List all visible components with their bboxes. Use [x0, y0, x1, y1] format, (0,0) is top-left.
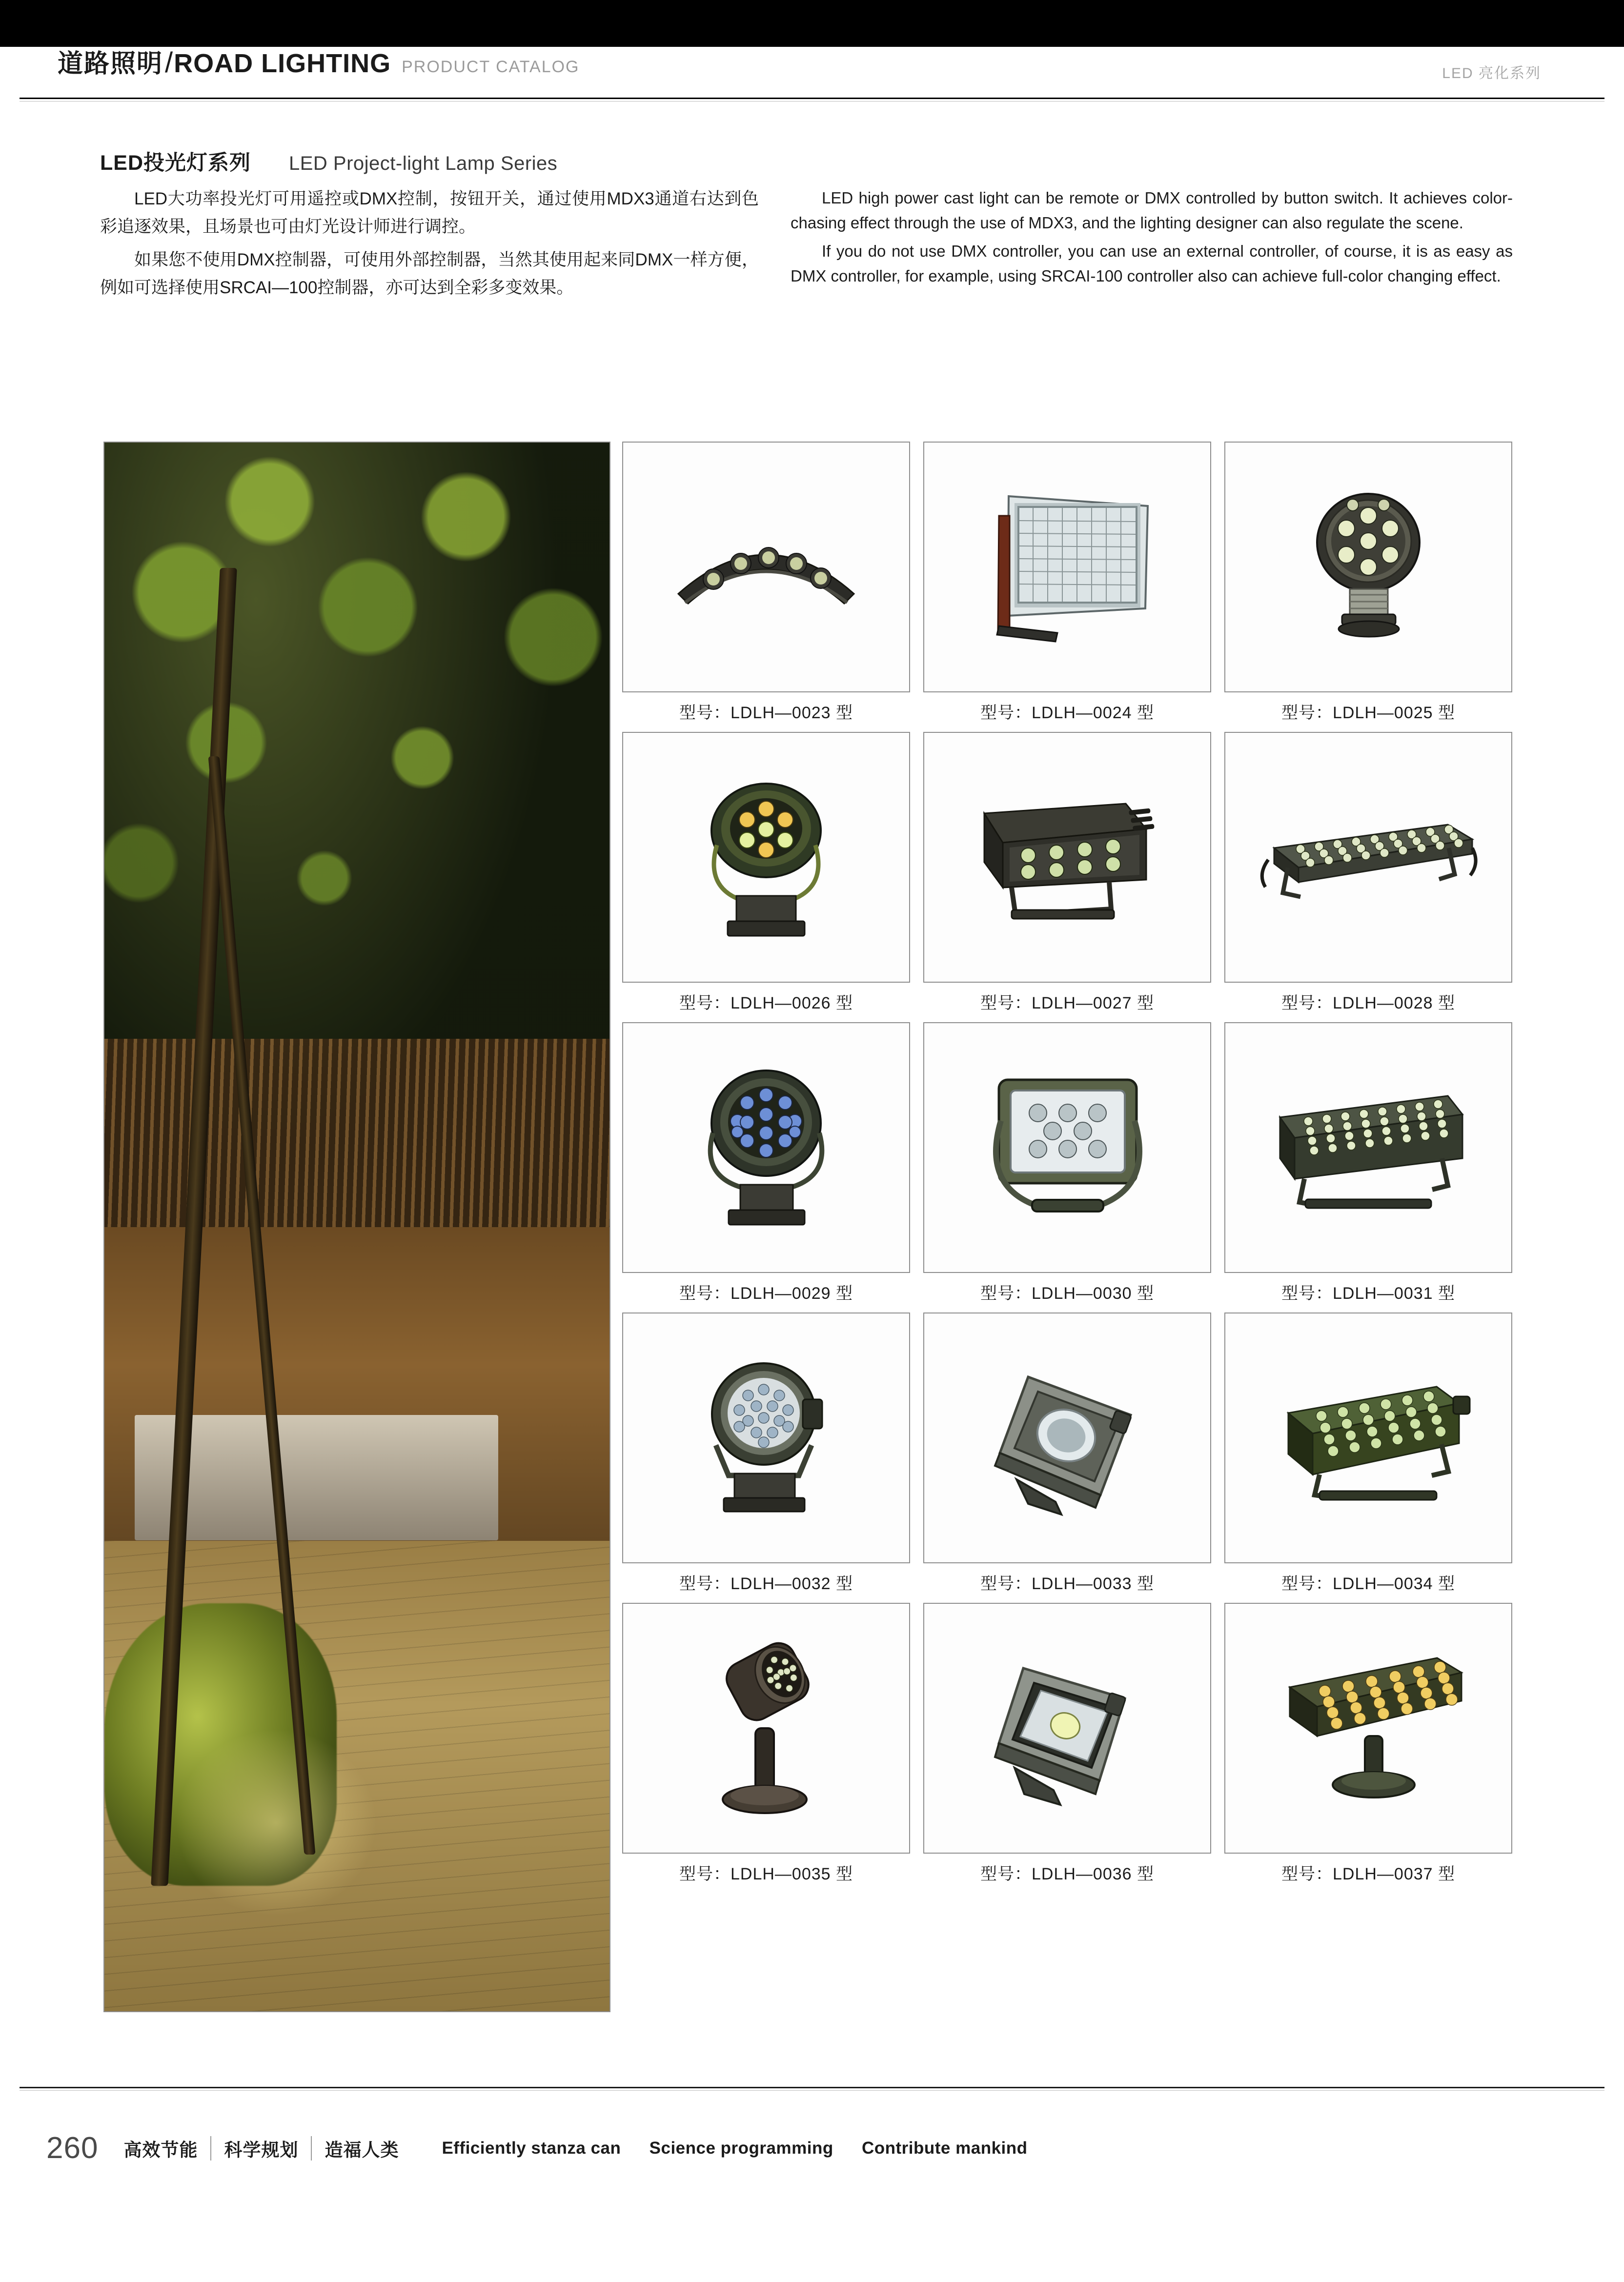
product-row: [622, 442, 1513, 723]
lamp-icon: [1254, 801, 1483, 913]
section-title-en: LED Project-light Lamp Series: [289, 153, 558, 174]
lamp-artwork-round-blue: [686, 1060, 847, 1235]
product-cell[interactable]: [622, 1313, 910, 1594]
section-title-cn: LED投光灯系列: [100, 151, 251, 175]
product-image-frame: [1224, 1022, 1512, 1273]
product-image-frame: [923, 1022, 1211, 1273]
intro-en-paragraph-2: If you do not use DMX controller, you can use an external controller, of course, it is as easy as DMX controller, for example, using SRCAI-100 controller also can achieve full-color changing effect.: [791, 242, 1513, 285]
page-number: 260: [46, 2131, 99, 2165]
product-label: 型号：LDLH—0028 型: [1281, 994, 1455, 1012]
lamp-artwork-round-warm: [686, 772, 847, 943]
product-image-frame: [622, 1313, 910, 1563]
hero-light-glow: [175, 1729, 377, 1917]
product-image-frame: [622, 732, 910, 983]
header-series-label: LED 亮化系列: [1442, 65, 1541, 81]
lamp-artwork-round-white: [686, 1353, 847, 1523]
product-row: [622, 1603, 1513, 1884]
lamp-artwork-square-9: [970, 1062, 1165, 1233]
footer-slogan-en: [442, 2139, 1051, 2158]
product-image-frame: [1224, 1313, 1512, 1563]
product-label: 型号：LDLH—0025 型: [1281, 704, 1455, 722]
intro-column-cn: [100, 185, 759, 308]
header-black-bar: [0, 0, 1624, 47]
content-area: [0, 442, 1624, 2035]
footer-slogan-cn-1: 高效节能: [123, 2140, 198, 2160]
product-cell[interactable]: [622, 732, 910, 1013]
lamp-artwork-green-array: [1261, 1367, 1476, 1509]
page-footer: [0, 2067, 1624, 2282]
product-label: 型号：LDLH—0034 型: [1281, 1575, 1455, 1593]
product-row: [622, 732, 1513, 1013]
product-cell[interactable]: [923, 1313, 1211, 1594]
lamp-artwork-linear-bar: [1254, 801, 1483, 913]
lamp-artwork-round-9: [1295, 486, 1441, 647]
product-cell[interactable]: [923, 442, 1211, 723]
lamp-artwork-rect-12: [965, 784, 1170, 930]
product-image-frame: [1224, 1603, 1512, 1854]
lamp-artwork-arc-bar: [669, 521, 864, 613]
header-rule-thick: [20, 98, 1604, 99]
product-cell[interactable]: [923, 732, 1211, 1013]
lamp-icon: [970, 1357, 1165, 1518]
lamp-icon: [979, 486, 1155, 647]
product-cell[interactable]: [622, 442, 910, 723]
intro-column-en: [791, 185, 1513, 292]
product-image-frame: [1224, 442, 1512, 692]
lamp-icon: [1295, 486, 1441, 647]
footer-slogan-cn-2: 科学规划: [224, 2140, 299, 2160]
hero-photo: [103, 442, 610, 2012]
header-title-group: [58, 43, 580, 80]
product-image-frame: [923, 442, 1211, 692]
footer-content: [46, 2131, 1051, 2165]
intro-en-paragraph-1: LED high power cast light can be remote or DMX controlled by button switch. It achieves color-chasing effect through the use of MDX3, and the lighting designer can also regulate the scene.: [791, 189, 1513, 232]
product-cell[interactable]: [1224, 1022, 1512, 1304]
product-cell[interactable]: [923, 1603, 1211, 1884]
footer-slogan-en-3: Contribute mankind: [861, 2138, 1028, 2158]
product-cell[interactable]: [622, 1022, 910, 1304]
footer-slogan-en-1: Efficiently stanza can: [442, 2138, 621, 2158]
product-cell[interactable]: [1224, 1313, 1512, 1594]
product-image-frame: [622, 1022, 910, 1273]
product-image-frame: [1224, 732, 1512, 983]
lamp-icon: [970, 1648, 1165, 1809]
product-label: 型号：LDLH—0032 型: [679, 1575, 853, 1593]
lamp-icon: [669, 521, 864, 613]
product-label: 型号：LDLH—0026 型: [679, 994, 853, 1012]
product-image-frame: [622, 1603, 910, 1854]
product-image-frame: [923, 1603, 1211, 1854]
lamp-artwork-big-panel: [979, 486, 1155, 647]
product-label: 型号：LDLH—0035 型: [679, 1865, 853, 1883]
lamp-icon: [1263, 1640, 1473, 1816]
lamp-icon: [970, 1062, 1165, 1233]
product-label: 型号：LDLH—0033 型: [980, 1575, 1154, 1593]
footer-rule-thick: [20, 2087, 1604, 2088]
lamp-icon: [1259, 1074, 1478, 1221]
product-cell[interactable]: [1224, 442, 1512, 723]
lamp-icon: [686, 1353, 847, 1523]
lamp-artwork-wide-array: [1259, 1074, 1478, 1221]
product-label: 型号：LDLH—0029 型: [679, 1284, 853, 1303]
footer-slogan-en-2: Science programming: [649, 2138, 833, 2158]
lamp-icon: [965, 784, 1170, 930]
product-label: 型号：LDLH—0036 型: [980, 1865, 1154, 1883]
product-cell[interactable]: [923, 1022, 1211, 1304]
product-label: 型号：LDLH—0024 型: [980, 704, 1154, 722]
product-label: 型号：LDLH—0027 型: [980, 994, 1154, 1012]
footer-slogan-cn-3: 造福人类: [325, 2140, 399, 2160]
product-label: 型号：LDLH—0023 型: [679, 704, 853, 722]
intro-cn-paragraph-1: LED大功率投光灯可用遥控或DMX控制，按钮开关，通过使用MDX3通道右达到色彩追逐效果，且场景也可由灯光设计师进行调控。: [100, 189, 759, 236]
page-header: [0, 0, 1624, 105]
header-title-en: ROAD LIGHTING: [174, 49, 391, 78]
footer-rule-thin: [20, 2090, 1604, 2091]
product-row: [622, 1313, 1513, 1594]
lamp-icon: [688, 1631, 844, 1826]
lamp-artwork-warm-array: [1263, 1640, 1473, 1816]
lamp-artwork-cob-flood: [970, 1648, 1165, 1809]
product-cell[interactable]: [622, 1603, 910, 1884]
header-subtitle: PRODUCT CATALOG: [402, 58, 580, 76]
hero-tree-canopy: [103, 442, 610, 1164]
header-title-cn: 道路照明: [58, 50, 163, 78]
lamp-icon: [1261, 1367, 1476, 1509]
intro-cn-paragraph-2: 如果您不使用DMX控制器，可使用外部控制器，当然其使用起来同DMX一样方便，例如可选择使用SRCAI—100控制器，亦可达到全彩多变效果。: [100, 250, 759, 298]
section-title: [100, 146, 557, 176]
product-image-frame: [622, 442, 910, 692]
product-label: 型号：LDLH—0031 型: [1281, 1284, 1455, 1303]
product-cell[interactable]: [1224, 732, 1512, 1013]
lamp-icon: [686, 772, 847, 943]
lamp-icon: [686, 1060, 847, 1235]
product-cell[interactable]: [1224, 1603, 1512, 1884]
lamp-artwork-angled-flood: [970, 1357, 1165, 1518]
product-image-frame: [923, 1313, 1211, 1563]
header-slash: /: [165, 47, 173, 79]
lamp-artwork-stand-round: [688, 1631, 844, 1826]
product-label: 型号：LDLH—0037 型: [1281, 1865, 1455, 1883]
product-row: [622, 1022, 1513, 1304]
product-label: 型号：LDLH—0030 型: [980, 1284, 1154, 1303]
product-grid: [622, 442, 1513, 1893]
product-image-frame: [923, 732, 1211, 983]
